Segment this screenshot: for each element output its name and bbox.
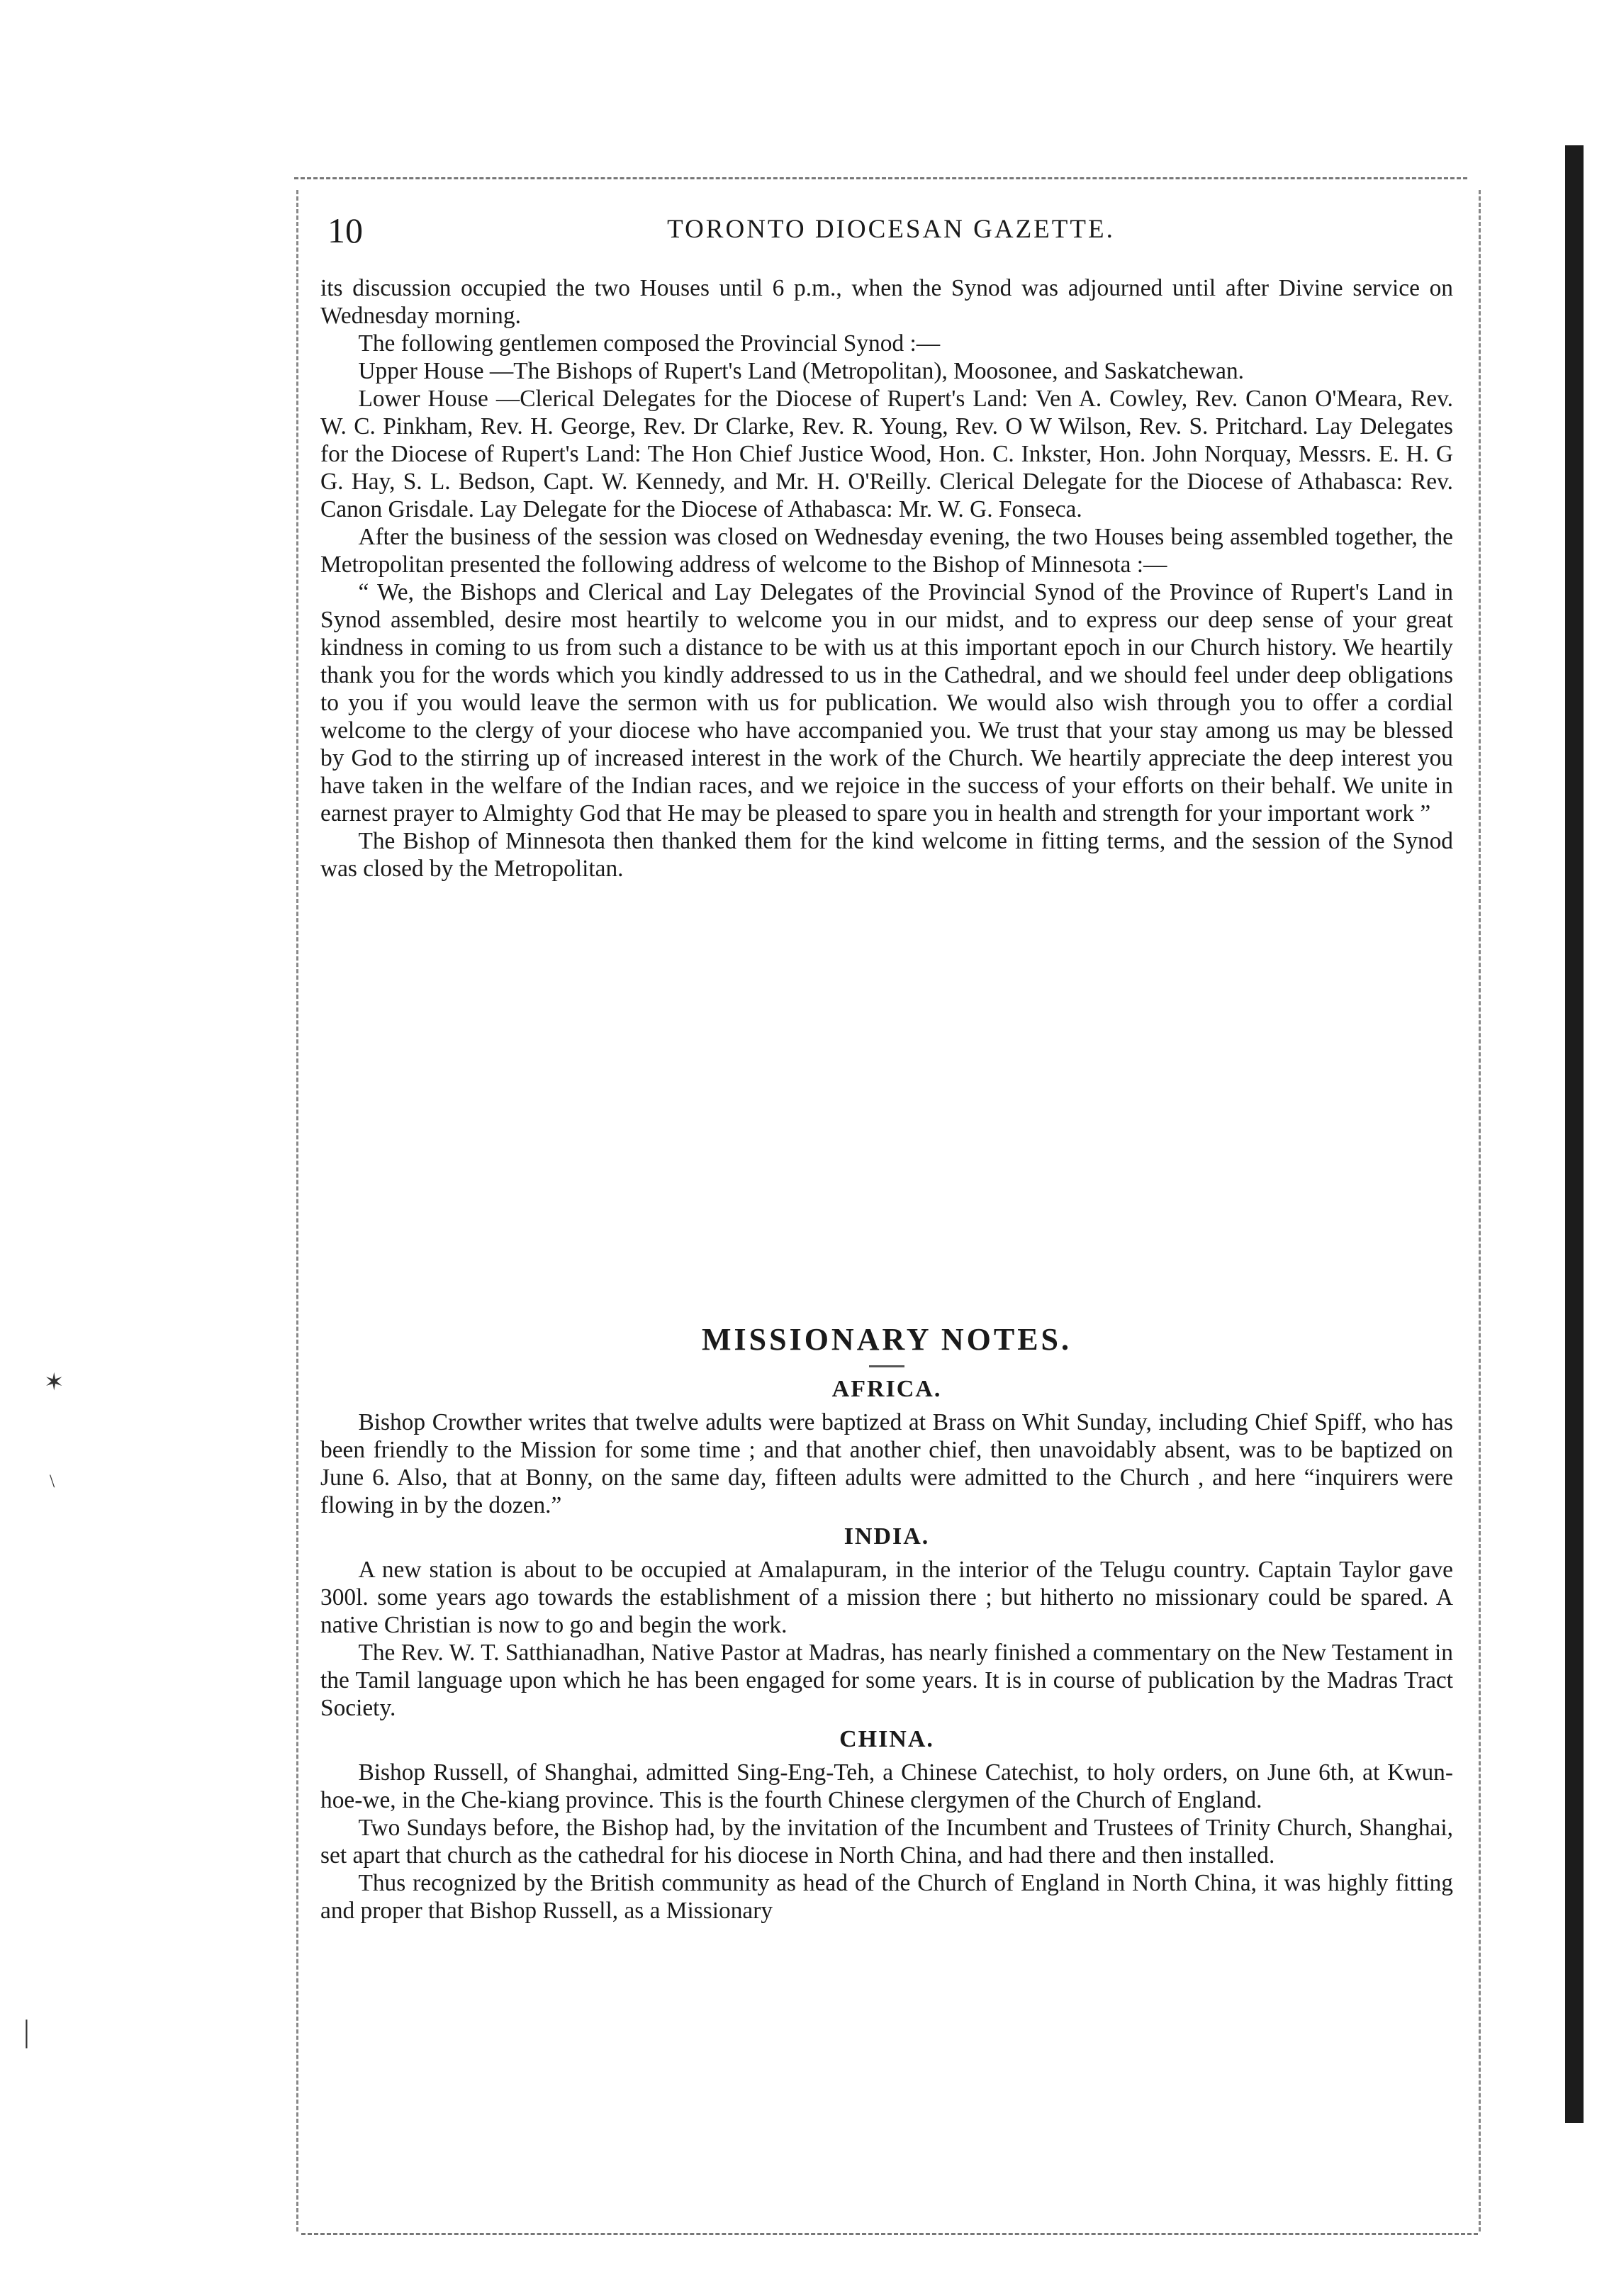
paragraph: its discussion occupied the two Houses until 6 p.m., when the Synod was adjourned until after Divine service on Wednesday morning. [320, 275, 1453, 329]
top-border-rule [294, 177, 1467, 179]
missionary-notes [320, 1318, 1453, 1925]
paragraph: Upper House —The Bishops of Rupert's Land (Metropolitan), Moosonee, and Saskatchewan. [358, 358, 1244, 384]
subheading-india: INDIA. [844, 1523, 930, 1550]
margin-speck: | [23, 2014, 30, 2049]
paragraph: After the business of the session was closed on Wednesday evening, the two Houses being assembled together, the Metropolitan presented the following address of welcome to the Bishop of Minnesota :— [320, 524, 1453, 578]
page-number: 10 [327, 211, 363, 250]
page-header [327, 210, 1455, 259]
paragraph: The following gentlemen composed the Provincial Synod :— [358, 330, 941, 357]
paragraph: Bishop Russell, of Shanghai, admitted Sing-Eng-Teh, a Chinese Catechist, to holy orders, on June 6th, at Kwun-hoe-we, in the Che-kiang province. This is the fourth Chinese clergymen of the Church of England. [320, 1759, 1453, 1813]
paragraph: A new station is about to be occupied at Amalapuram, in the interior of the Telugu country. Captain Taylor gave 300l. some years ago towards the establishment of a mission there ; but hitherto no missionary could be spared. A native Christian is now to go and begin the work. [320, 1557, 1453, 1638]
paragraph: Lower House —Clerical Delegates for the Diocese of Rupert's Land: Ven A. Cowley, Rev. Canon O'Meara, Rev. W. C. Pinkham, Rev. H. George, Rev. Dr Clarke, Rev. R. Young, Rev. O W Wilson, Rev. S. Pritchard. Lay Delegates for the Diocese of Rupert's Land: The Hon Chief Justice Wood, Hon. C. Inkster, Hon. John Norquay, Messrs. E. H. G G. Hay, S. L. Bedson, Capt. W. Kennedy, and Mr. H. O'Reilly. Clerical Delegate for the Diocese of Athabasca: Rev. Canon Grisdale. Lay Delegate for the Diocese of Athabasca: Mr. W. G. Fonseca. [320, 386, 1453, 522]
paragraph: Thus recognized by the British community as head of the Church of England in North China, it was highly fitting and proper that Bishop Russell, as a Missionary [320, 1870, 1453, 1924]
address-quotation: “ We, the Bishops and Clerical and Lay Delegates of the Provincial Synod of the Province of Rupert's Land in Synod assembled, desire most heartily to welcome you in our midst, and to express our deep sense of your great kindness in coming to us from such a distance to be with us at this important epoch in our Church history. We heartily thank you for the words which you kindly addressed to us in the Cathedral, and we should feel under deep obligations to you if you would leave the sermon with us for publication. We would also wish through you to offer a cordial welcome to the clergy of your diocese who have accompanied you. We trust that your stay among us may be blessed by God to the stirring up of increased interest in the work of the Church. We heartily appreciate the deep interest you have taken in the welfare of the Indian races, and we rejoice in the success of your efforts on their behalf. We unite in earnest prayer to Almighty God that He may be pleased to spare you in health and strength for your important work ” [320, 579, 1453, 827]
right-margin-line [1479, 190, 1481, 2231]
subheading-africa: AFRICA. [831, 1376, 942, 1402]
bottom-border-rule [301, 2233, 1478, 2235]
page-edge-shadow [1565, 145, 1584, 2123]
margin-speck: ✶ [44, 1370, 65, 1396]
left-margin-line [296, 190, 298, 2231]
paragraph: The Rev. W. T. Satthianadhan, Native Pastor at Madras, has nearly finished a commentary on the New Testament in the Tamil language upon which he has been engaged for some years. It is in course of publication by the Madras Tract Society. [320, 1640, 1453, 1721]
subheading-china: CHINA. [839, 1726, 934, 1752]
paragraph: Bishop Crowther writes that twelve adults were baptized at Brass on Whit Sunday, including Chief Spiff, who has been friendly to the Mission for some time ; and that another chief, then unavoidably absent, was to be baptized on June 6. Also, that at Bonny, on the same day, fifteen adults were admitted to the Church , and here “inquirers were flowing in by the dozen.” [320, 1409, 1453, 1518]
section-heading: MISSIONARY NOTES. [701, 1322, 1072, 1357]
synod-report [320, 274, 1453, 883]
heading-rule [869, 1365, 904, 1367]
paragraph: The Bishop of Minnesota then thanked them for the kind welcome in fitting terms, and the session of the Synod was closed by the Metropolitan. [320, 828, 1453, 882]
margin-speck: \ [50, 1471, 55, 1491]
paragraph: Two Sundays before, the Bishop had, by the invitation of the Incumbent and Trustees of Trinity Church, Shanghai, set apart that church as the cathedral for his diocese in North China, and had there and then installed. [320, 1815, 1453, 1869]
running-title: TORONTO DIOCESAN GAZETTE. [667, 215, 1115, 244]
